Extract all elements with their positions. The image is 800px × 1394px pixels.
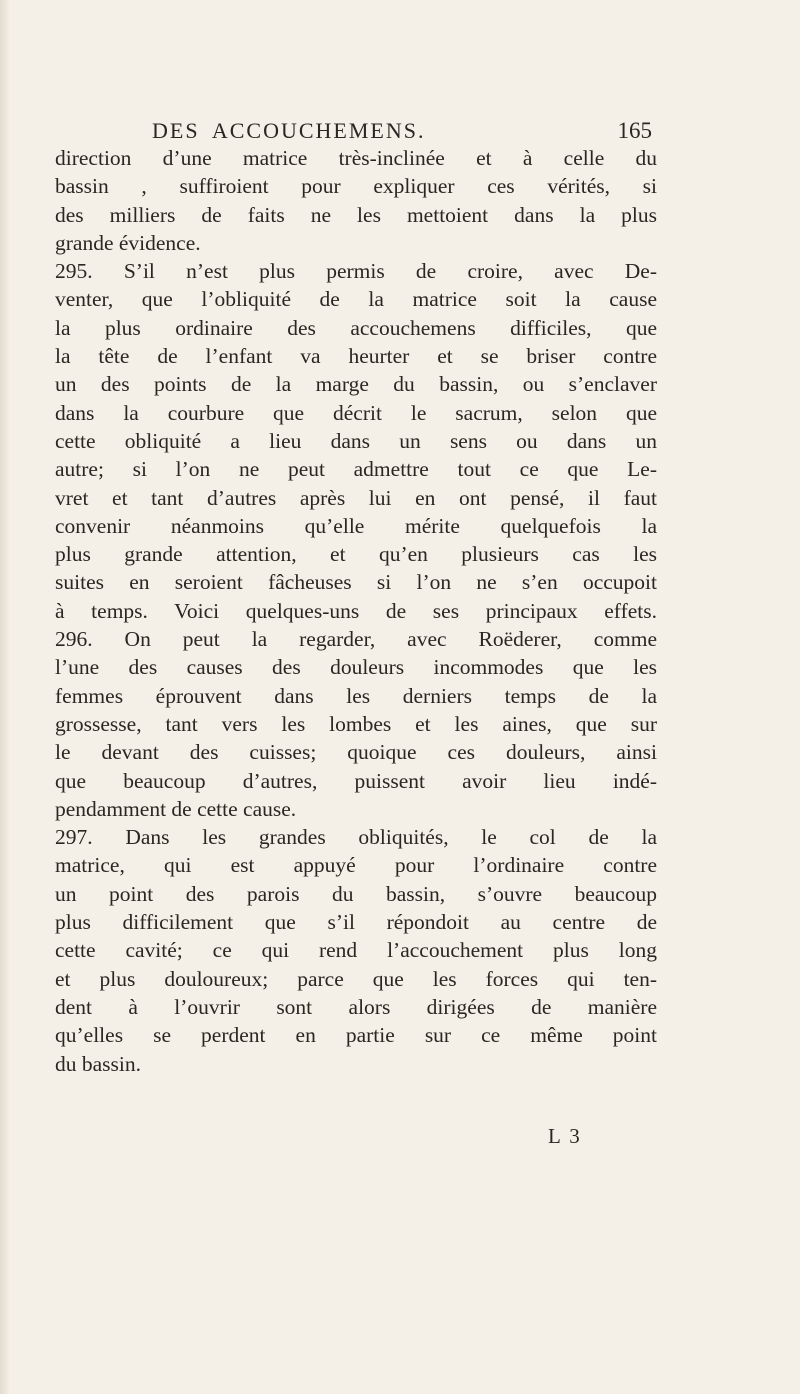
text-line: un point des parois du bassin, s’ouvre beaucoup xyxy=(55,881,657,906)
text-line: 295. S’il n’est plus permis de croire, avec De- xyxy=(55,259,657,284)
text-line: grande évidence. xyxy=(55,230,201,255)
text-line: la tête de l’enfant va heurter et se briser contre xyxy=(55,344,657,369)
text-line: grossesse, tant vers les lombes et les aines, que sur xyxy=(55,711,657,736)
text-line: femmes éprouvent dans les derniers temps de la xyxy=(55,683,657,708)
page-fold-shadow xyxy=(0,0,10,1394)
text-line: vret et tant d’autres après lui en ont pensé, il faut xyxy=(55,485,657,510)
text-line: suites en seroient fâcheuses si l’on ne s’en occupoit xyxy=(55,570,657,595)
text-line: cette cavité; ce qui rend l’accouchement plus long xyxy=(55,938,657,963)
text-line: qu’elles se perdent en partie sur ce même point xyxy=(55,1023,657,1048)
signature-mark: L 3 xyxy=(548,1124,582,1148)
text-line: des milliers de faits ne les mettoient dans la plus xyxy=(55,202,657,227)
text-line: la plus ordinaire des accouchemens difficiles, que xyxy=(55,315,657,340)
text-line: l’une des causes des douleurs incommodes que les xyxy=(55,655,657,680)
text-line: et plus douloureux; parce que les forces qui ten- xyxy=(55,966,657,991)
text-line: le devant des cuisses; quoique ces douleurs, ainsi xyxy=(55,740,657,765)
running-title: DES ACCOUCHEMENS. xyxy=(152,118,426,143)
text-line: matrice, qui est appuyé pour l’ordinaire contre xyxy=(55,853,657,878)
text-line: autre; si l’on ne peut admettre tout ce que Le- xyxy=(55,457,657,482)
text-line: 297. Dans les grandes obliquités, le col de la xyxy=(55,825,657,850)
text-line: que beaucoup d’autres, puissent avoir lieu indé- xyxy=(55,768,657,793)
text-line: direction d’une matrice très-inclinée et à celle du xyxy=(55,146,657,170)
text-line: dent à l’ouvrir sont alors dirigées de manière xyxy=(55,994,657,1019)
text-line: bassin , suffiroient pour expliquer ces vérités, si xyxy=(55,174,657,199)
text-line: plus grande attention, et qu’en plusieurs cas les xyxy=(55,542,657,567)
body-text xyxy=(55,144,657,1078)
text-line: du bassin. xyxy=(55,1051,141,1076)
text-line: un des points de la marge du bassin, ou s’enclaver xyxy=(55,372,657,397)
text-line: venter, que l’obliquité de la matrice soit la cause xyxy=(55,287,657,312)
text-line: 296. On peut la regarder, avec Roëderer, comme xyxy=(55,627,657,652)
text-line: à temps. Voici quelques-uns de ses principaux effets. xyxy=(55,598,657,623)
text-line: plus difficilement que s’il répondoit au centre de xyxy=(55,910,657,935)
text-line: convenir néanmoins qu’elle mérite quelquefois la xyxy=(55,513,657,538)
text-line: pendamment de cette cause. xyxy=(55,796,297,821)
text-line: dans la courbure que décrit le sacrum, selon que xyxy=(55,400,657,425)
text-line: cette obliquité a lieu dans un sens ou dans un xyxy=(55,428,657,453)
page-number: 165 xyxy=(617,118,652,143)
